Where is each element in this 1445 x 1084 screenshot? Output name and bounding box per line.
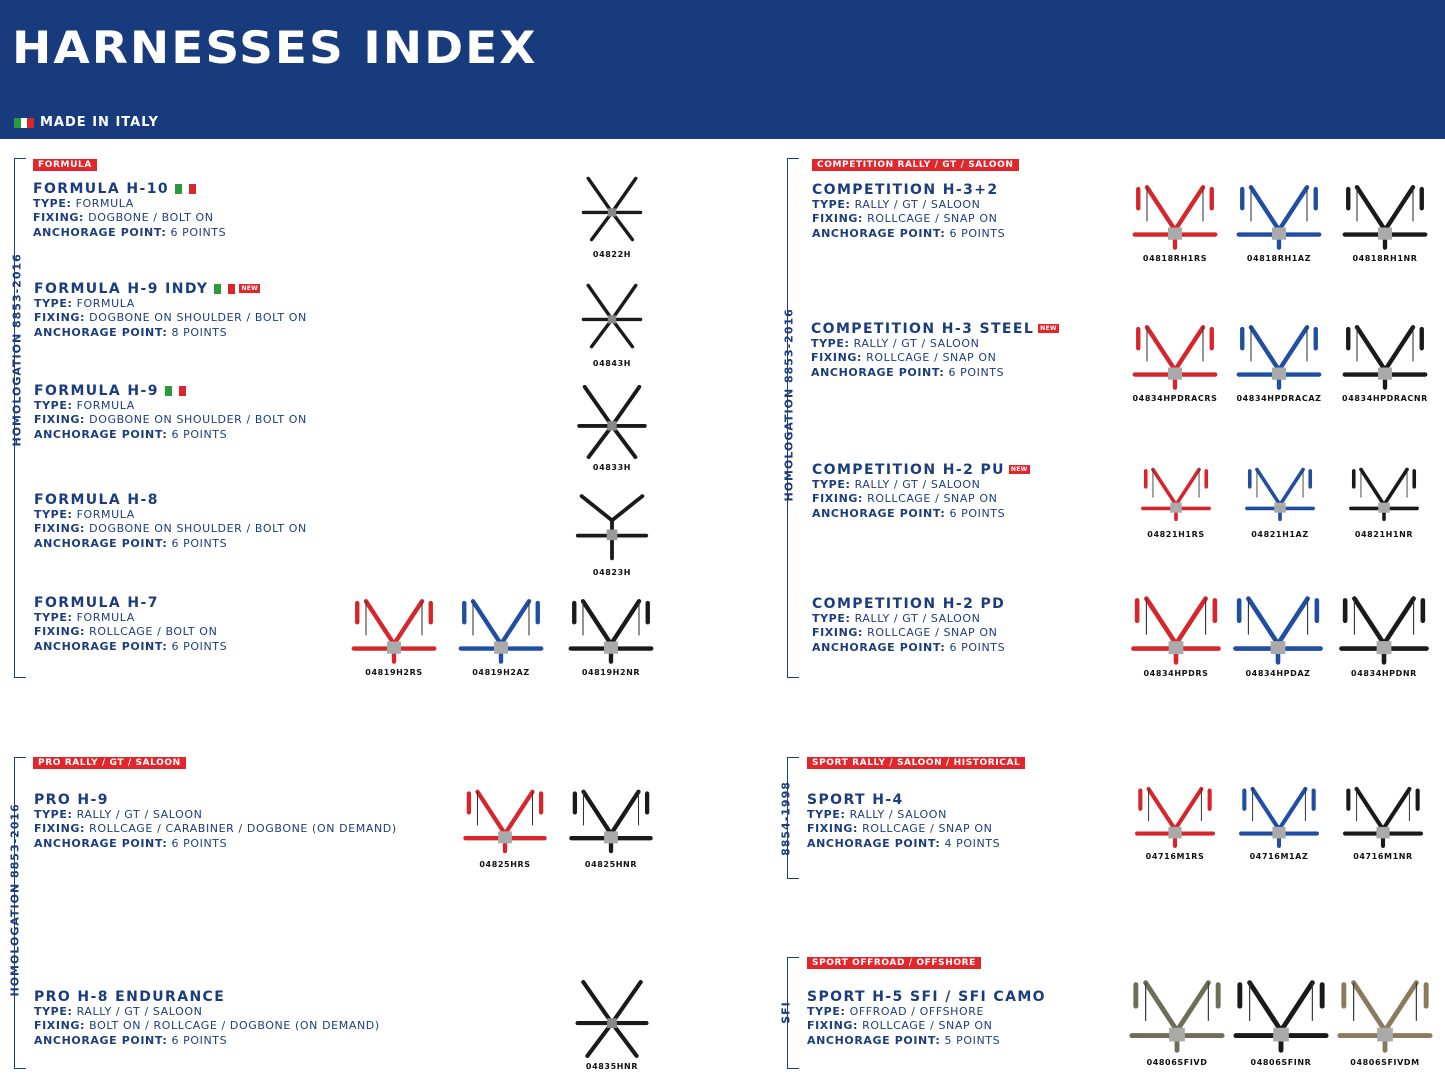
harness-icon [568, 784, 654, 858]
product-code: 04716M1NR [1353, 852, 1413, 861]
product-formula-h9-indy: FORMULA H-9 INDY NEW TYPE: FORMULA FIXING: DOGBONE ON SHOULDER / BOLT ON ANCHORAGE POINT: 8 POINTS [34, 280, 307, 339]
harness-icon [1334, 593, 1434, 667]
harness-item [568, 784, 654, 869]
harness-icon [1334, 784, 1432, 850]
product-code: 04834HPDRACNR [1342, 394, 1428, 403]
harness-item [1128, 322, 1222, 403]
product-anchorage: 4 POINTS [944, 836, 1001, 850]
harness-icon [1228, 593, 1328, 667]
product-code: 04818RH1NR [1352, 254, 1418, 263]
product-name: FORMULA H-9 [34, 382, 159, 399]
harness-item [1126, 593, 1226, 678]
harness-item [1232, 322, 1326, 403]
product-formula-h7: FORMULA H-7 TYPE: FORMULA FIXING: ROLLCAGE / BOLT ON ANCHORAGE POINT: 6 POINTS [34, 594, 228, 653]
product-code: 04821H1AZ [1251, 530, 1309, 539]
product-anchorage: 6 POINTS [171, 536, 228, 550]
product-code: 04825HNR [584, 860, 638, 869]
harness-item [564, 490, 660, 577]
new-badge: NEW [1040, 325, 1057, 332]
product-code: 04835HNR [585, 1062, 639, 1071]
harness-icon [455, 596, 547, 666]
product-formula-h8: FORMULA H-8 TYPE: FORMULA FIXING: DOGBONE ON SHOULDER / BOLT ON ANCHORAGE POINT: 6 POINTS [34, 491, 307, 550]
harness-icon [1230, 784, 1328, 850]
product-code: 04716M1RS [1145, 852, 1205, 861]
product-code: 04823H [592, 568, 632, 577]
harness-item [1244, 460, 1316, 539]
product-fixing: ROLLCAGE / SNAP ON [862, 822, 993, 836]
sport-tag: SPORT RALLY / SALOON / HISTORICAL [807, 757, 1025, 769]
harness-item [1128, 182, 1222, 263]
product-name: FORMULA H-7 [34, 594, 159, 611]
italy-flag-icon [214, 284, 235, 294]
product-type: RALLY / GT / SALOON [854, 198, 981, 211]
product-type: RALLY / GT / SALOON [76, 808, 203, 821]
product-anchorage: 6 POINTS [949, 226, 1006, 240]
product-name: SPORT H-4 [807, 791, 904, 808]
harness-item [1338, 182, 1432, 263]
product-name: SPORT H-5 SFI / SFI CAMO [807, 988, 1046, 1005]
product-code: 04821H1RS [1147, 530, 1205, 539]
product-code: 04806SFIVDM [1350, 1058, 1420, 1067]
italy-flag-icon [175, 184, 196, 194]
product-fixing: BOLT ON / ROLLCAGE / DOGBONE (ON DEMAND) [89, 1019, 380, 1033]
harness-item [1334, 593, 1434, 678]
product-anchorage: 6 POINTS [171, 836, 228, 850]
harness-icon [1348, 460, 1420, 528]
product-code: 04821H1NR [1354, 530, 1414, 539]
product-fixing: DOGBONE ON SHOULDER / BOLT ON [89, 413, 307, 427]
new-badge: NEW [1010, 466, 1028, 473]
harness-item [462, 784, 548, 869]
product-anchorage: 6 POINTS [171, 1033, 228, 1047]
product-code: 04806SFINR [1250, 1058, 1312, 1067]
product-type: OFFROAD / OFFSHORE [849, 1005, 985, 1018]
harness-item [1232, 182, 1326, 263]
harness-icon [1336, 976, 1434, 1056]
italy-flag-icon [165, 386, 186, 396]
product-pro-h9: PRO H-9 TYPE: RALLY / GT / SALOON FIXING: ROLLCAGE / CARABINER / DOGBONE (ON DEMAND) ANCHORAGE POINT: 6 POINTS [34, 791, 397, 850]
header-banner [0, 0, 1445, 139]
harness-item [1228, 593, 1328, 678]
product-name: FORMULA H-8 [34, 491, 159, 508]
product-code: 04818RH1RS [1142, 254, 1208, 263]
product-name: COMPETITION H-3+2 [812, 181, 999, 198]
harness-item [1140, 460, 1212, 539]
product-code: 04834HPDRACAZ [1236, 394, 1322, 403]
product-anchorage: 5 POINTS [944, 1033, 1001, 1047]
harness-icon [1128, 976, 1226, 1056]
product-anchorage: 6 POINTS [170, 225, 227, 239]
product-formula-h10: FORMULA H-10 TYPE: FORMULA FIXING: DOGBONE / BOLT ON ANCHORAGE POINT: 6 POINTS [33, 180, 227, 239]
harness-item [578, 275, 646, 368]
harness-item [578, 170, 646, 259]
product-type: RALLY / SALOON [849, 808, 947, 821]
product-code: 04819H2RS [365, 668, 423, 677]
made-in-italy [14, 115, 159, 130]
product-type: FORMULA [76, 611, 135, 624]
harness-icon [1244, 460, 1316, 528]
product-code: 04843H [592, 359, 632, 368]
formula-tag: FORMULA [33, 159, 97, 171]
competition-homologation: HOMOLOGATION 8853-2016 [782, 308, 796, 502]
product-anchorage: 6 POINTS [171, 639, 228, 653]
formula-homologation: HOMOLOGATION 8853-2016 [10, 253, 24, 447]
product-fixing: DOGBONE ON SHOULDER / BOLT ON [89, 311, 307, 325]
product-name: COMPETITION H-3 STEEL [811, 320, 1035, 337]
harness-item [565, 596, 657, 677]
harness-icon [1232, 182, 1326, 252]
product-code: 04716M1AZ [1249, 852, 1309, 861]
product-formula-h9: FORMULA H-9 TYPE: FORMULA FIXING: DOGBONE ON SHOULDER / BOLT ON ANCHORAGE POINT: 6 POINTS [34, 382, 307, 441]
offroad-homologation: SFI [779, 1001, 793, 1024]
pro-tag: PRO RALLY / GT / SALOON [33, 757, 186, 769]
harness-item [1126, 784, 1224, 861]
harness-item [1230, 784, 1328, 861]
product-type: FORMULA [76, 297, 135, 310]
harness-icon [570, 978, 654, 1060]
harness-icon [1128, 322, 1222, 392]
harness-icon [1140, 460, 1212, 528]
product-code: 04834HPDNR [1351, 669, 1417, 678]
product-code: 04822H [592, 250, 632, 259]
product-fixing: ROLLCAGE / BOLT ON [89, 625, 218, 639]
product-code: 04834HPDRS [1143, 669, 1209, 678]
product-fixing: ROLLCAGE / CARABINER / DOGBONE (ON DEMAND) [89, 822, 397, 836]
product-fixing: DOGBONE / BOLT ON [88, 211, 214, 225]
product-type: RALLY / GT / SALOON [853, 337, 980, 350]
product-fixing: ROLLCAGE / SNAP ON [862, 1019, 993, 1033]
harness-icon [1338, 182, 1432, 252]
product-fixing: ROLLCAGE / SNAP ON [867, 626, 998, 640]
product-name: COMPETITION H-2 PU [812, 461, 1005, 478]
product-type: RALLY / GT / SALOON [76, 1005, 203, 1018]
product-code: 04819H2AZ [472, 668, 530, 677]
harness-icon [1128, 182, 1222, 252]
harness-item [1336, 976, 1434, 1067]
harness-icon [565, 596, 657, 666]
harness-icon [348, 596, 440, 666]
product-type: FORMULA [76, 508, 135, 521]
harness-item [455, 596, 547, 677]
harness-icon [1232, 322, 1326, 392]
made-in-label: MADE IN ITALY [40, 115, 159, 130]
harness-icon [578, 170, 646, 248]
product-anchorage: 6 POINTS [949, 506, 1006, 520]
harness-icon [564, 383, 660, 461]
product-fixing: ROLLCAGE / SNAP ON [867, 212, 998, 226]
product-fixing: ROLLCAGE / SNAP ON [867, 492, 998, 506]
product-fixing: ROLLCAGE / SNAP ON [866, 351, 997, 365]
product-code: 04834HPDRACRS [1132, 394, 1218, 403]
harness-icon [1126, 784, 1224, 850]
page-title: HARNESSES INDEX [12, 22, 538, 75]
harness-icon [1126, 593, 1226, 667]
product-competition-h3-steel: COMPETITION H-3 STEEL NEW TYPE: RALLY / GT / SALOON FIXING: ROLLCAGE / SNAP ON ANCHORAGE POINT: 6 POINTS [811, 320, 1057, 379]
harness-item [1348, 460, 1420, 539]
harness-item [1232, 976, 1330, 1067]
product-type: RALLY / GT / SALOON [854, 612, 981, 625]
product-code: 04818RH1AZ [1246, 254, 1312, 263]
product-competition-h2-pu: COMPETITION H-2 PU NEW TYPE: RALLY / GT / SALOON FIXING: ROLLCAGE / SNAP ON ANCHORAGE POINT: 6 POINTS [812, 461, 1028, 520]
harness-item [564, 383, 660, 472]
harness-item [1338, 322, 1432, 403]
product-code: 04834HPDAZ [1245, 669, 1311, 678]
product-anchorage: 6 POINTS [948, 365, 1005, 379]
product-type: RALLY / GT / SALOON [854, 478, 981, 491]
product-anchorage: 6 POINTS [171, 427, 228, 441]
harness-icon [462, 784, 548, 858]
product-name: PRO H-9 [34, 791, 109, 808]
product-name: FORMULA H-10 [33, 180, 169, 197]
harness-item [570, 978, 654, 1071]
product-competition-h2-pd: COMPETITION H-2 PD TYPE: RALLY / GT / SALOON FIXING: ROLLCAGE / SNAP ON ANCHORAGE POINT: 6 POINTS [812, 595, 1006, 654]
sport-homologation: 8854-1998 [779, 781, 793, 856]
product-fixing: DOGBONE ON SHOULDER / BOLT ON [89, 522, 307, 536]
italy-flag-icon [14, 118, 34, 128]
offroad-tag: SPORT OFFROAD / OFFSHORE [807, 957, 981, 969]
harness-icon [1232, 976, 1330, 1056]
product-sport-h4: SPORT H-4 TYPE: RALLY / SALOON FIXING: ROLLCAGE / SNAP ON ANCHORAGE POINT: 4 POINTS [807, 791, 1001, 850]
product-code: 04806SFIVD [1146, 1058, 1208, 1067]
product-name: COMPETITION H-2 PD [812, 595, 1006, 612]
harness-item [348, 596, 440, 677]
product-name: PRO H-8 ENDURANCE [34, 988, 226, 1005]
product-competition-h3-2: COMPETITION H-3+2 TYPE: RALLY / GT / SALOON FIXING: ROLLCAGE / SNAP ON ANCHORAGE POINT: 6 POINTS [812, 181, 1006, 240]
product-type: FORMULA [76, 399, 135, 412]
product-pro-h8-endurance: PRO H-8 ENDURANCE TYPE: RALLY / GT / SALOON FIXING: BOLT ON / ROLLCAGE / DOGBONE (ON DEMAND) ANCHORAGE POINT: 6 POINTS [34, 988, 380, 1047]
product-type: FORMULA [75, 197, 134, 210]
product-code: 04819H2NR [581, 668, 641, 677]
new-badge: NEW [241, 285, 259, 292]
pro-homologation: HOMOLOGATION 8853-2016 [8, 803, 22, 997]
harness-item [1128, 976, 1226, 1067]
competition-tag: COMPETITION RALLY / GT / SALOON [812, 159, 1019, 171]
product-code: 04833H [592, 463, 632, 472]
harness-icon [578, 275, 646, 357]
product-code: 04825HRS [479, 860, 531, 869]
product-name: FORMULA H-9 INDY [34, 280, 209, 297]
harness-icon [564, 490, 660, 566]
product-anchorage: 6 POINTS [949, 640, 1006, 654]
product-anchorage: 8 POINTS [171, 325, 228, 339]
product-sport-h5-sfi: SPORT H-5 SFI / SFI CAMO TYPE: OFFROAD / OFFSHORE FIXING: ROLLCAGE / SNAP ON ANCHORAGE POINT: 5 POINTS [807, 988, 1046, 1047]
harness-icon [1338, 322, 1432, 392]
harness-item [1334, 784, 1432, 861]
